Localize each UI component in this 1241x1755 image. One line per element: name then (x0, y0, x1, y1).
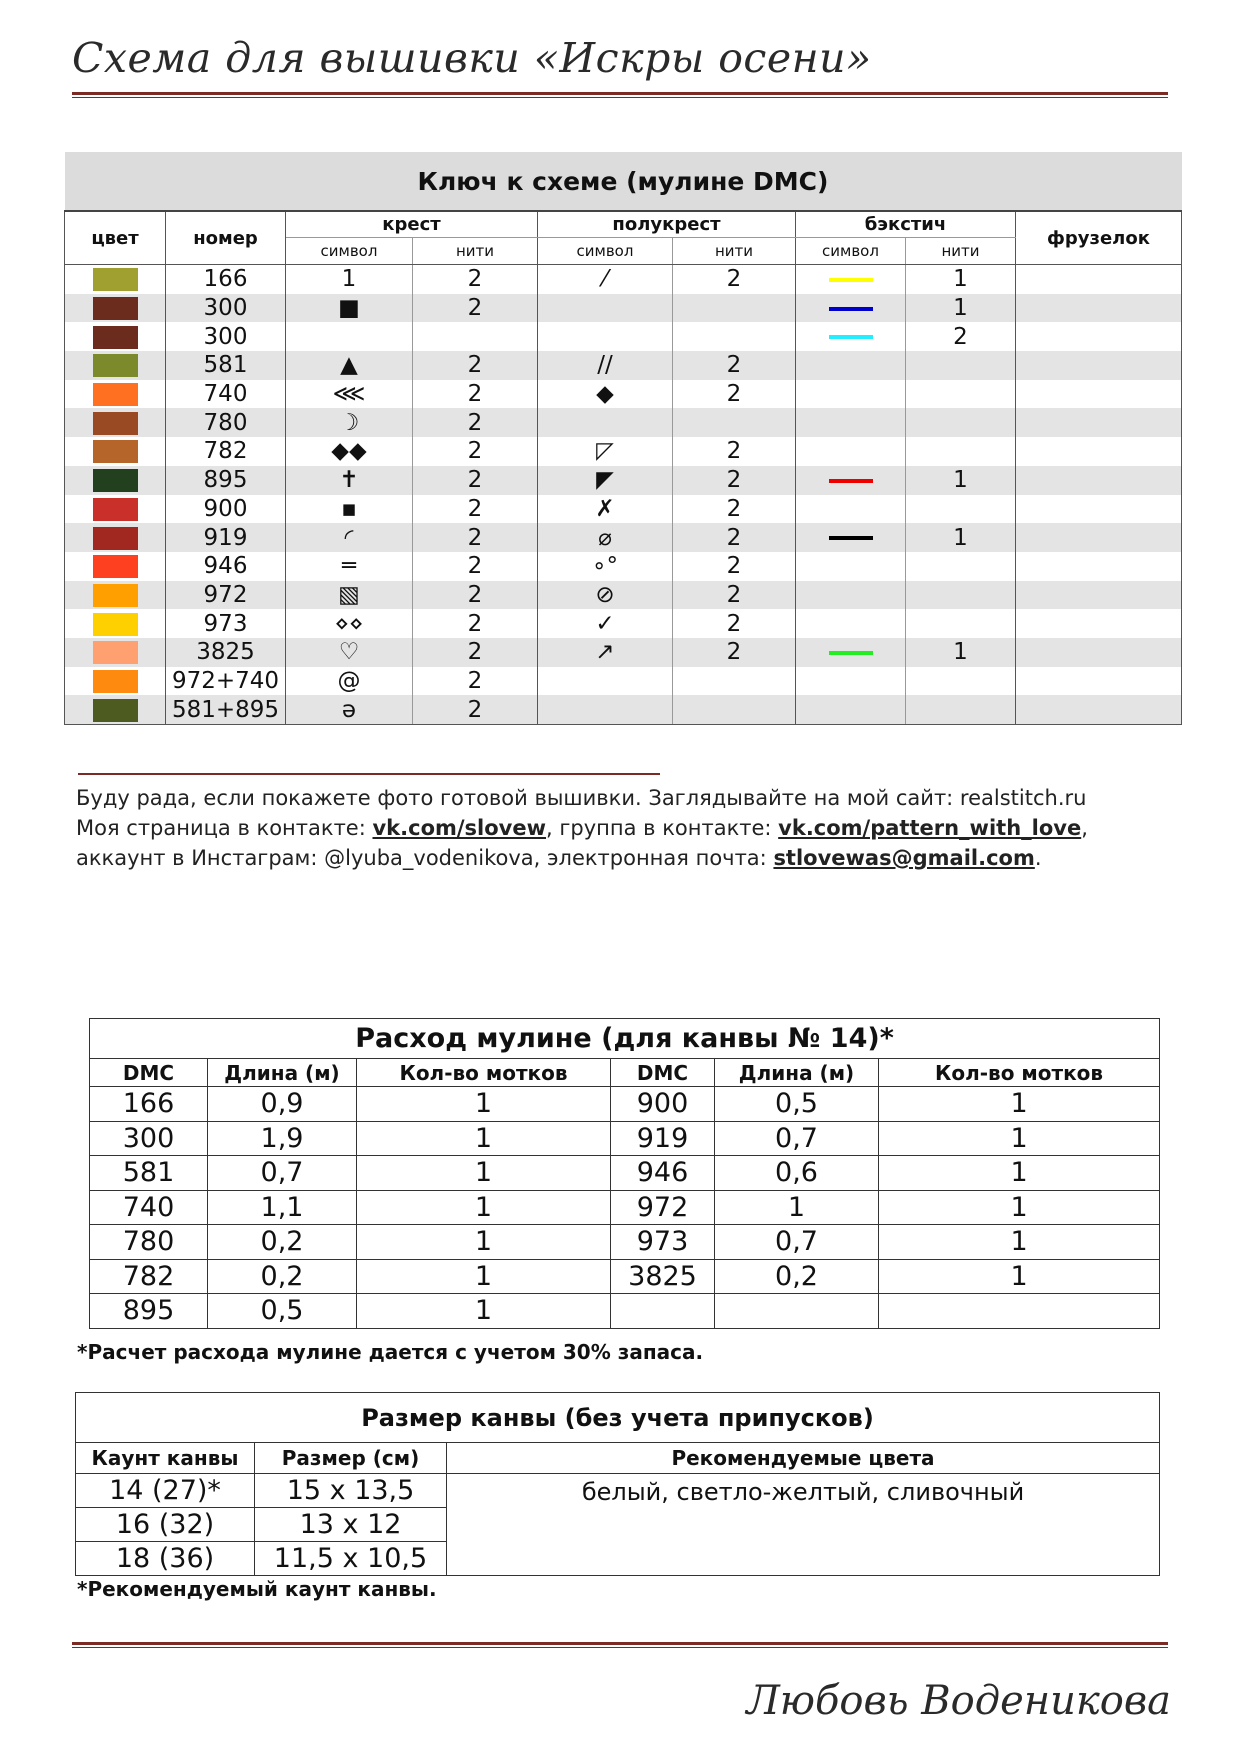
dmc-number: 919 (166, 523, 286, 552)
page-title: Схема для вышивки «Искры осени» (72, 34, 872, 82)
length: 1 (715, 1190, 879, 1225)
french-knot-cell (1016, 437, 1182, 466)
key-row (65, 638, 1182, 667)
half-cross-threads: 2 (673, 552, 796, 581)
length (715, 1294, 879, 1329)
half-cross-symbol: ⌀ (538, 523, 673, 552)
header-half-cross: полукрест (538, 211, 796, 238)
half-cross-threads: 2 (673, 466, 796, 495)
skeins: 1 (879, 1259, 1160, 1294)
half-cross-symbol: ◤ (538, 466, 673, 495)
header-rule (72, 92, 1168, 95)
color-swatch-cell (65, 351, 166, 380)
half-cross-symbol (538, 695, 673, 724)
key-table (64, 152, 1182, 725)
half-cross-symbol (538, 322, 673, 351)
backstitch-symbol (796, 322, 906, 351)
dmc-number: 300 (166, 294, 286, 323)
length: 0,7 (715, 1225, 879, 1260)
half-cross-threads: 2 (673, 495, 796, 524)
half-cross-symbol: ✓ (538, 609, 673, 638)
cross-threads: 2 (413, 609, 538, 638)
half-cross-symbol: ◆ (538, 380, 673, 409)
backstitch-symbol (796, 466, 906, 495)
color-swatch-cell (65, 265, 166, 294)
cross-symbol: ═ (286, 552, 413, 581)
backstitch-symbol (796, 265, 906, 294)
french-knot-cell (1016, 294, 1182, 323)
backstitch-threads (906, 437, 1016, 466)
backstitch-symbol (796, 408, 906, 437)
skeins: 1 (357, 1225, 611, 1260)
dmc-number: 780 (166, 408, 286, 437)
key-row (65, 351, 1182, 380)
cons-header-length: Длина (м) (208, 1059, 357, 1087)
backstitch-threads (906, 609, 1016, 638)
skeins: 1 (879, 1121, 1160, 1156)
dmc-number: 300 (166, 322, 286, 351)
cross-symbol (286, 322, 413, 351)
cross-threads: 2 (413, 380, 538, 409)
french-knot-cell (1016, 265, 1182, 294)
table-row (90, 1259, 1160, 1294)
dmc-number: 900 (611, 1087, 715, 1122)
skeins: 1 (879, 1156, 1160, 1191)
table-row (90, 1190, 1160, 1225)
length: 0,6 (715, 1156, 879, 1191)
email-link[interactable]: stlovewas@gmail.com (773, 846, 1035, 870)
color-swatch-cell (65, 609, 166, 638)
half-cross-threads (673, 322, 796, 351)
instagram-handle[interactable]: @lyuba_vodenikova (324, 846, 534, 870)
color-swatch-cell (65, 466, 166, 495)
backstitch-threads (906, 351, 1016, 380)
cross-symbol: ☽ (286, 408, 413, 437)
color-swatch (93, 440, 138, 463)
dmc-number: 300 (90, 1121, 208, 1156)
french-knot-cell (1016, 695, 1182, 724)
backstitch-threads: 1 (906, 638, 1016, 667)
half-cross-symbol (538, 408, 673, 437)
color-swatch (93, 699, 138, 722)
backstitch-symbol (796, 667, 906, 696)
color-swatch-cell (65, 380, 166, 409)
backstitch-symbol (796, 351, 906, 380)
cross-threads: 2 (413, 667, 538, 696)
cross-threads: 2 (413, 437, 538, 466)
color-swatch (93, 498, 138, 521)
cross-symbol: ◜ (286, 523, 413, 552)
color-swatch (93, 412, 138, 435)
backstitch-symbol (796, 695, 906, 724)
half-cross-threads: 2 (673, 523, 796, 552)
backstitch-line (829, 278, 873, 282)
header-color: цвет (65, 211, 166, 265)
cross-threads (413, 322, 538, 351)
backstitch-threads (906, 581, 1016, 610)
french-knot-cell (1016, 667, 1182, 696)
contact-line-2: Моя страница в контакте: vk.com/slovew, группа в контакте: vk.com/pattern_with_love, (76, 816, 1088, 840)
half-cross-threads: 2 (673, 380, 796, 409)
cross-threads: 2 (413, 695, 538, 724)
consumption-table (89, 1018, 1160, 1329)
cross-threads: 2 (413, 638, 538, 667)
dmc-number: 3825 (166, 638, 286, 667)
key-row (65, 552, 1182, 581)
header-back-symbol: символ (796, 238, 906, 265)
dmc-number: 740 (90, 1190, 208, 1225)
color-swatch-cell (65, 495, 166, 524)
color-swatch (93, 297, 138, 320)
dmc-number: 900 (166, 495, 286, 524)
key-row (65, 294, 1182, 323)
color-swatch (93, 670, 138, 693)
key-row (65, 265, 1182, 294)
cross-symbol: ■ (286, 294, 413, 323)
backstitch-symbol (796, 495, 906, 524)
half-cross-symbol: ↗ (538, 638, 673, 667)
key-row (65, 523, 1182, 552)
french-knot-cell (1016, 380, 1182, 409)
consumption-note: *Расчет расхода мулине дается с учетом 30% запаса. (77, 1340, 704, 1364)
table-row (90, 1087, 1160, 1122)
backstitch-line (829, 536, 873, 540)
color-swatch (93, 613, 138, 636)
color-swatch (93, 527, 138, 550)
dmc-number: 972+740 (166, 667, 286, 696)
cross-symbol: ✝ (286, 466, 413, 495)
signature: Любовь Воденикова (746, 1678, 1171, 1724)
cross-symbol: ◆◆ (286, 437, 413, 466)
recommended-colors: белый, светло-желтый, сливочный (447, 1474, 1160, 1576)
backstitch-threads (906, 552, 1016, 581)
french-knot-cell (1016, 351, 1182, 380)
header-backstitch: бэкстич (796, 211, 1016, 238)
cons-header-dmc: DMC (90, 1059, 208, 1087)
length: 1,9 (208, 1121, 357, 1156)
half-cross-symbol (538, 294, 673, 323)
canvas-size: 15 х 13,5 (255, 1474, 447, 1508)
skeins: 1 (357, 1259, 611, 1294)
french-knot-cell (1016, 408, 1182, 437)
skeins: 1 (879, 1087, 1160, 1122)
color-swatch-cell (65, 294, 166, 323)
canvas-header-count: Каунт канвы (76, 1443, 255, 1474)
backstitch-symbol (796, 294, 906, 323)
footer-rule (72, 1642, 1168, 1645)
contact-block (76, 783, 1088, 873)
french-knot-cell (1016, 322, 1182, 351)
half-cross-symbol: ⁄ (538, 265, 673, 294)
cross-threads: 2 (413, 265, 538, 294)
color-swatch (93, 383, 138, 406)
cross-threads: 2 (413, 552, 538, 581)
key-body (65, 265, 1182, 725)
dmc-number: 946 (611, 1156, 715, 1191)
key-row (65, 466, 1182, 495)
table-row (76, 1474, 1160, 1508)
contact-line-3: аккаунт в Инстаграм: @lyuba_vodenikova, электронная почта: stlovewas@gmail.com. (76, 846, 1042, 870)
skeins: 1 (357, 1190, 611, 1225)
length: 0,7 (715, 1121, 879, 1156)
footer-rule-thin (72, 1647, 1168, 1648)
backstitch-threads: 1 (906, 265, 1016, 294)
cross-threads: 2 (413, 351, 538, 380)
dmc-number: 581 (90, 1156, 208, 1191)
key-caption: Ключ к схеме (мулине DMC) (65, 152, 1182, 211)
color-swatch (93, 268, 138, 291)
cons-header-dmc-2: DMC (611, 1059, 715, 1087)
skeins: 1 (357, 1121, 611, 1156)
french-knot-cell (1016, 495, 1182, 524)
backstitch-symbol (796, 380, 906, 409)
dmc-number: 972 (611, 1190, 715, 1225)
key-row (65, 609, 1182, 638)
dmc-number: 166 (90, 1087, 208, 1122)
length: 0,5 (208, 1294, 357, 1329)
table-row (90, 1294, 1160, 1329)
cross-threads: 2 (413, 294, 538, 323)
vk-group-link[interactable]: vk.com/pattern_with_love (778, 816, 1082, 840)
cons-header-skeins: Кол-во мотков (357, 1059, 611, 1087)
half-cross-threads: 2 (673, 265, 796, 294)
key-row (65, 322, 1182, 351)
key-row (65, 581, 1182, 610)
consumption-body (90, 1087, 1160, 1329)
length: 0,9 (208, 1087, 357, 1122)
cross-symbol: ♡ (286, 638, 413, 667)
color-swatch (93, 641, 138, 664)
cross-symbol: 1 (286, 265, 413, 294)
french-knot-cell (1016, 638, 1182, 667)
backstitch-line (829, 335, 873, 339)
french-knot-cell (1016, 466, 1182, 495)
skeins: 1 (357, 1087, 611, 1122)
dmc-number: 581 (166, 351, 286, 380)
canvas-header-size: Размер (см) (255, 1443, 447, 1474)
skeins: 1 (357, 1156, 611, 1191)
backstitch-line (829, 651, 873, 655)
key-row (65, 495, 1182, 524)
backstitch-threads (906, 495, 1016, 524)
contact-line-1: Буду рада, если покажете фото готовой вышивки. Заглядывайте на мой сайт: realstitch.ru (76, 786, 1087, 810)
color-swatch (93, 326, 138, 349)
backstitch-threads: 1 (906, 523, 1016, 552)
cross-symbol: @ (286, 667, 413, 696)
header-cross-symbol: символ (286, 238, 413, 265)
cross-threads: 2 (413, 495, 538, 524)
cons-header-skeins-2: Кол-во мотков (879, 1059, 1160, 1087)
dmc-number: 895 (90, 1294, 208, 1329)
canvas-caption: Размер канвы (без учета припусков) (76, 1393, 1160, 1443)
dmc-number: 780 (90, 1225, 208, 1260)
backstitch-line (829, 307, 873, 311)
cross-symbol: ▪ (286, 495, 413, 524)
color-swatch-cell (65, 408, 166, 437)
half-cross-threads (673, 695, 796, 724)
backstitch-threads: 1 (906, 294, 1016, 323)
dmc-number: 3825 (611, 1259, 715, 1294)
cross-threads: 2 (413, 581, 538, 610)
color-swatch-cell (65, 552, 166, 581)
french-knot-cell (1016, 581, 1182, 610)
french-knot-cell (1016, 523, 1182, 552)
half-cross-symbol: ⊘ (538, 581, 673, 610)
cross-symbol: ə (286, 695, 413, 724)
cross-symbol: ▧ (286, 581, 413, 610)
cross-symbol: ⋘ (286, 380, 413, 409)
length: 0,2 (208, 1225, 357, 1260)
dmc-number: 946 (166, 552, 286, 581)
dmc-number: 919 (611, 1121, 715, 1156)
backstitch-symbol (796, 437, 906, 466)
backstitch-line (829, 479, 873, 483)
skeins: 1 (357, 1294, 611, 1329)
color-swatch-cell (65, 667, 166, 696)
cross-threads: 2 (413, 408, 538, 437)
backstitch-threads: 1 (906, 466, 1016, 495)
header-back-threads: нити (906, 238, 1016, 265)
half-cross-symbol: // (538, 351, 673, 380)
backstitch-symbol (796, 609, 906, 638)
canvas-count: 16 (32) (76, 1508, 255, 1542)
color-swatch-cell (65, 638, 166, 667)
key-row (65, 695, 1182, 724)
color-swatch-cell (65, 523, 166, 552)
cons-header-length-2: Длина (м) (715, 1059, 879, 1087)
half-cross-threads: 2 (673, 609, 796, 638)
length: 1,1 (208, 1190, 357, 1225)
dmc-number: 973 (166, 609, 286, 638)
dmc-number: 972 (166, 581, 286, 610)
half-cross-symbol (538, 667, 673, 696)
backstitch-threads: 2 (906, 322, 1016, 351)
canvas-size: 13 х 12 (255, 1508, 447, 1542)
color-swatch-cell (65, 322, 166, 351)
dmc-number: 782 (166, 437, 286, 466)
canvas-note: *Рекомендуемый каунт канвы. (77, 1577, 437, 1601)
key-row (65, 667, 1182, 696)
table-row (90, 1121, 1160, 1156)
backstitch-symbol (796, 581, 906, 610)
dmc-number: 166 (166, 265, 286, 294)
backstitch-symbol (796, 552, 906, 581)
half-cross-threads (673, 408, 796, 437)
skeins: 1 (879, 1190, 1160, 1225)
color-swatch (93, 354, 138, 377)
half-cross-symbol: ∘° (538, 552, 673, 581)
backstitch-threads (906, 695, 1016, 724)
dmc-number: 782 (90, 1259, 208, 1294)
backstitch-symbol (796, 638, 906, 667)
color-swatch (93, 469, 138, 492)
half-cross-threads: 2 (673, 581, 796, 610)
half-cross-threads (673, 294, 796, 323)
cross-symbol: ⋄⋄ (286, 609, 413, 638)
french-knot-cell (1016, 609, 1182, 638)
header-half-threads: нити (673, 238, 796, 265)
header-rule-thin (72, 97, 1168, 98)
length: 0,2 (715, 1259, 879, 1294)
key-row (65, 408, 1182, 437)
color-swatch (93, 555, 138, 578)
backstitch-symbol (796, 523, 906, 552)
key-row (65, 437, 1182, 466)
backstitch-threads (906, 408, 1016, 437)
french-knot-cell (1016, 552, 1182, 581)
vk-personal-link[interactable]: vk.com/slovew (372, 816, 547, 840)
dmc-number (611, 1294, 715, 1329)
length: 0,2 (208, 1259, 357, 1294)
canvas-count: 14 (27)* (76, 1474, 255, 1508)
half-cross-threads (673, 667, 796, 696)
canvas-table (75, 1392, 1160, 1576)
key-row (65, 380, 1182, 409)
header-half-symbol: символ (538, 238, 673, 265)
canvas-count: 18 (36) (76, 1542, 255, 1576)
dmc-number: 973 (611, 1225, 715, 1260)
canvas-header-colors: Рекомендуемые цвета (447, 1443, 1160, 1474)
color-swatch (93, 584, 138, 607)
length: 0,5 (715, 1087, 879, 1122)
header-french-knot: фрузелок (1016, 211, 1182, 265)
table-row (90, 1225, 1160, 1260)
half-cross-symbol: ✗ (538, 495, 673, 524)
header-cross: крест (286, 211, 538, 238)
backstitch-threads (906, 380, 1016, 409)
color-swatch-cell (65, 695, 166, 724)
skeins: 1 (879, 1225, 1160, 1260)
cross-threads: 2 (413, 523, 538, 552)
contact-rule (78, 773, 660, 775)
color-swatch-cell (65, 437, 166, 466)
half-cross-threads: 2 (673, 351, 796, 380)
cross-threads: 2 (413, 466, 538, 495)
dmc-number: 895 (166, 466, 286, 495)
header-cross-threads: нити (413, 238, 538, 265)
consumption-caption: Расход мулине (для канвы № 14)* (90, 1019, 1160, 1059)
color-swatch-cell (65, 581, 166, 610)
skeins (879, 1294, 1160, 1329)
cross-symbol: ▲ (286, 351, 413, 380)
half-cross-threads: 2 (673, 638, 796, 667)
table-row (90, 1156, 1160, 1191)
half-cross-threads: 2 (673, 437, 796, 466)
canvas-size: 11,5 х 10,5 (255, 1542, 447, 1576)
backstitch-threads (906, 667, 1016, 696)
half-cross-symbol: ◸ (538, 437, 673, 466)
length: 0,7 (208, 1156, 357, 1191)
header-number: номер (166, 211, 286, 265)
dmc-number: 740 (166, 380, 286, 409)
dmc-number: 581+895 (166, 695, 286, 724)
